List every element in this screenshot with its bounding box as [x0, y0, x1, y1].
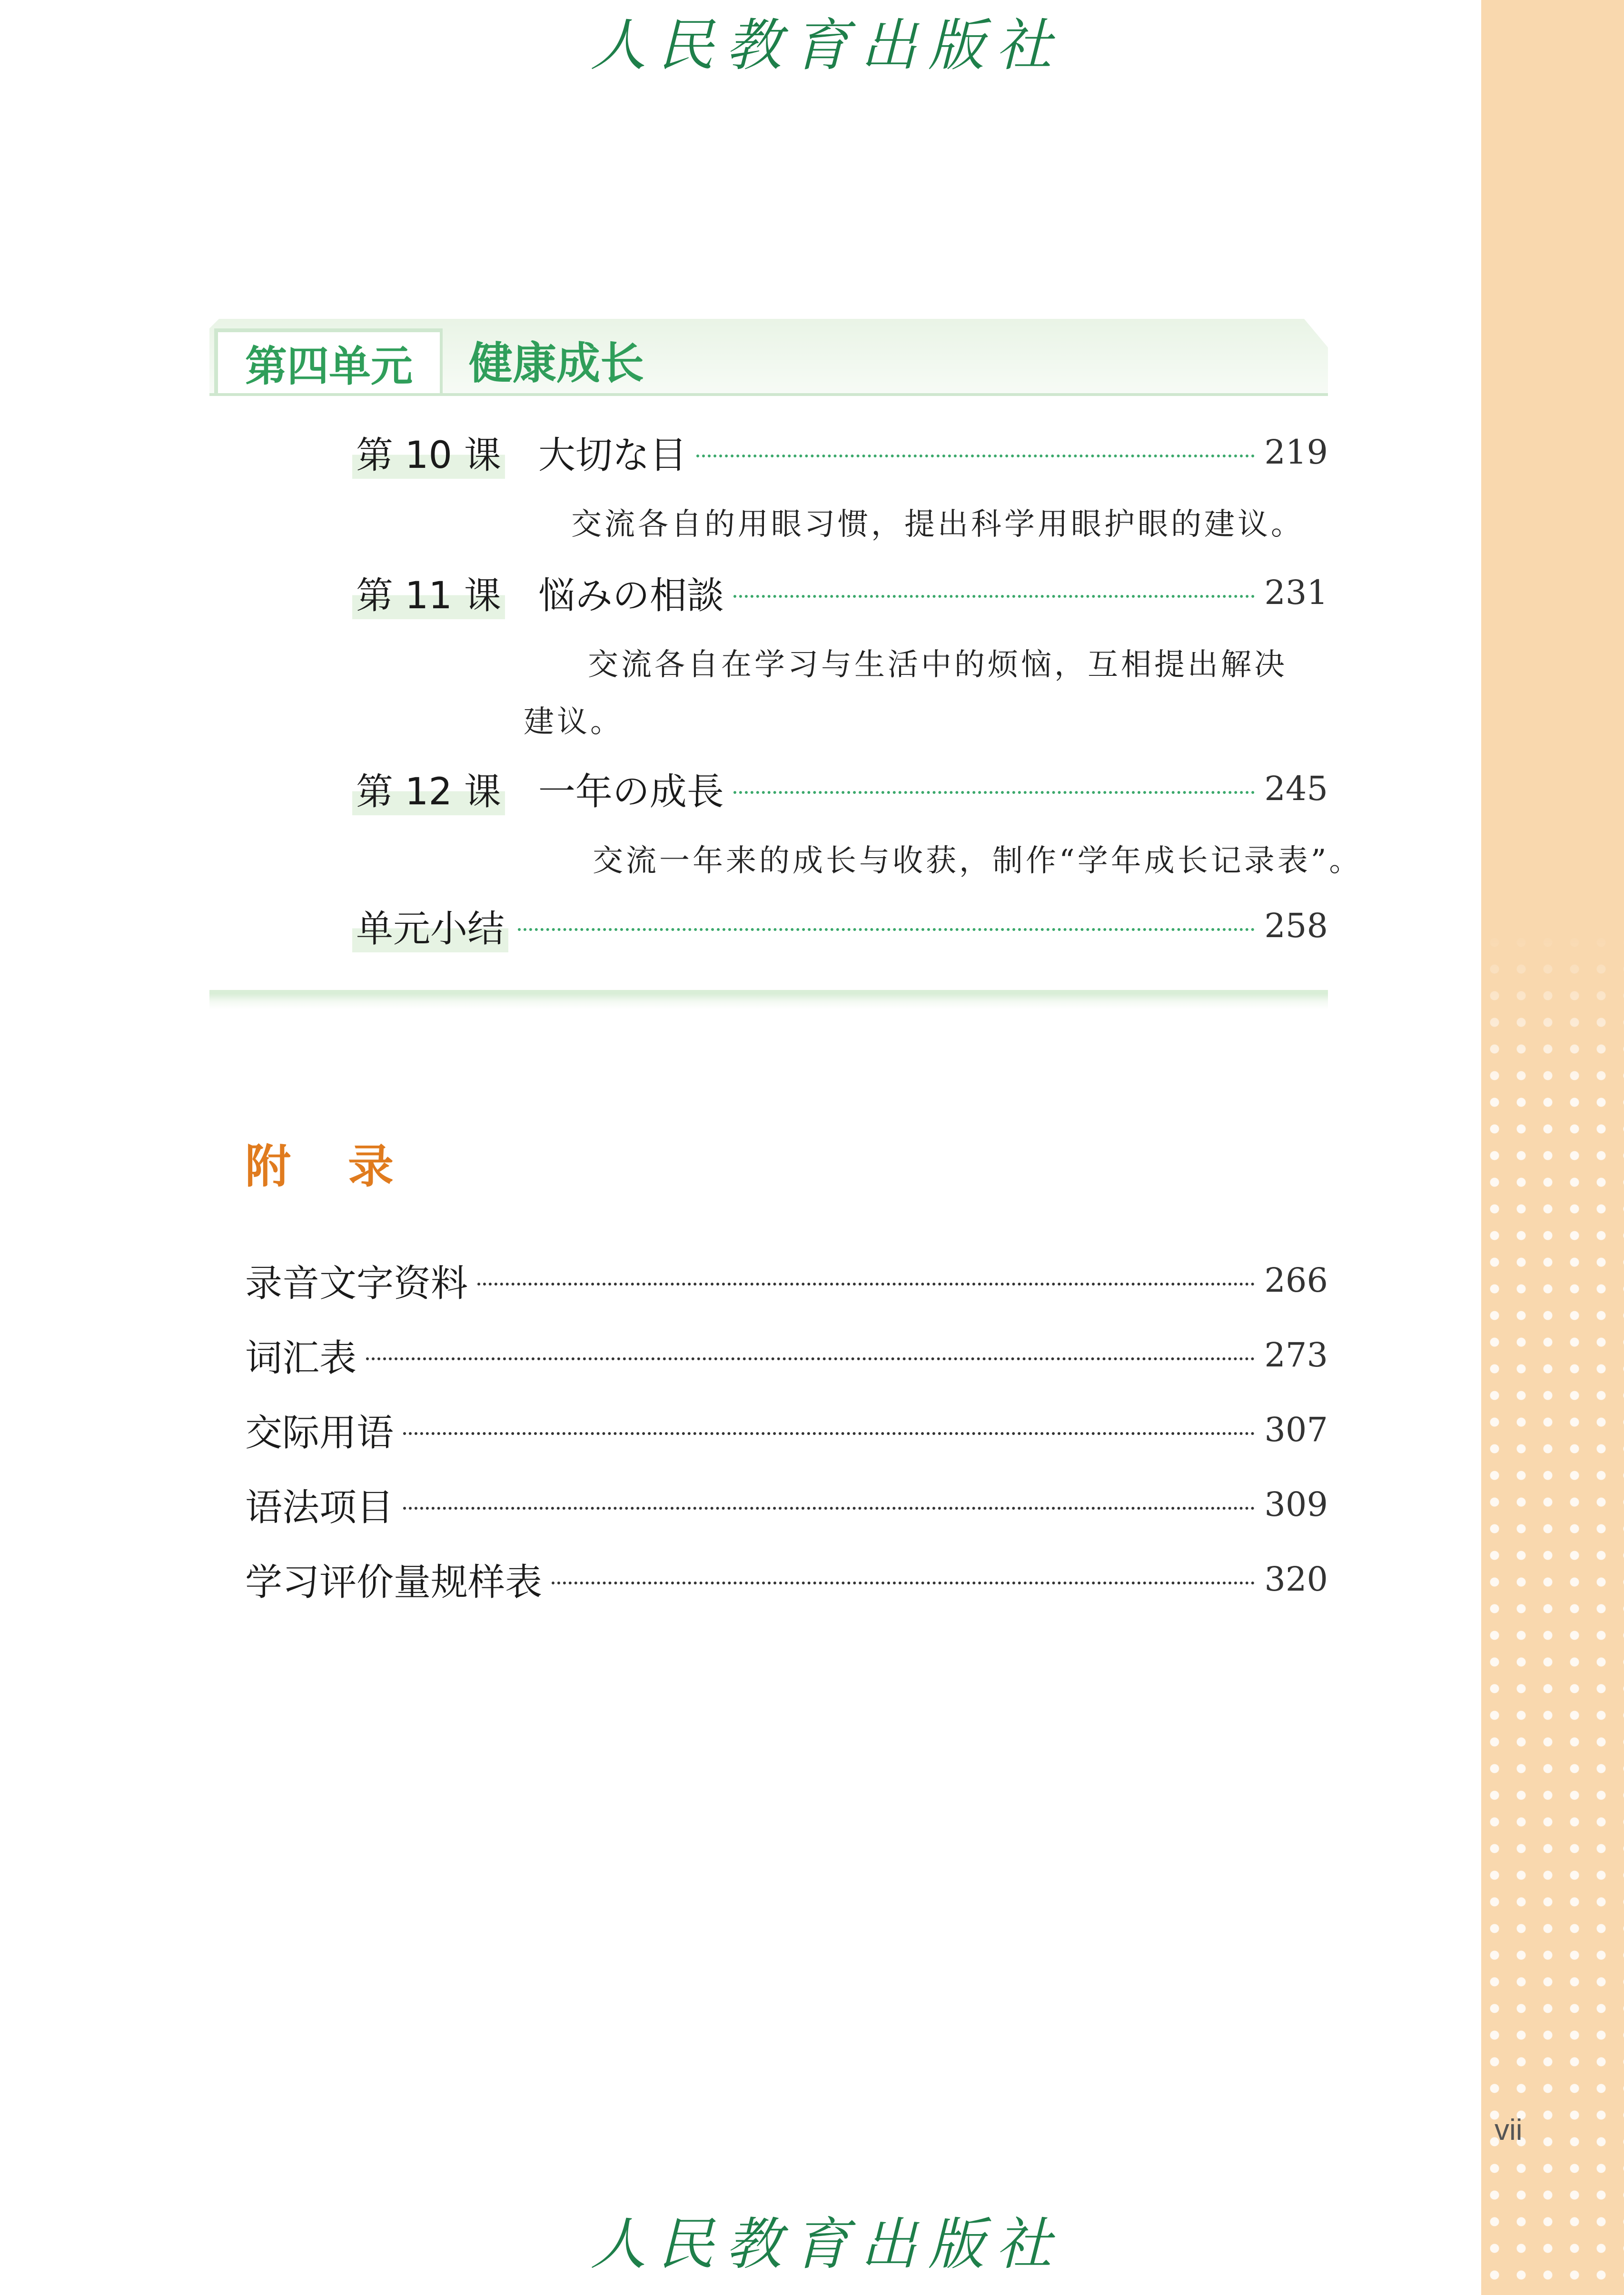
dot-leader [552, 1582, 1255, 1584]
page-number: vii [1495, 2114, 1523, 2147]
lesson-title: 一年の成長 [538, 771, 724, 813]
summary-title: 单元小结 [352, 899, 508, 952]
lesson-description: 交流各自在学习与生活中的烦恼，互相提出解决 [588, 647, 1287, 683]
lesson-number: 第 12 课 [352, 762, 505, 815]
side-strip-fade [1481, 0, 1624, 1095]
dot-leader [403, 1432, 1255, 1435]
lesson-number: 第 10 课 [352, 425, 505, 479]
unit-header-underline [209, 393, 1328, 396]
decorative-side-strip [1481, 0, 1624, 2295]
dot-leader [366, 1357, 1255, 1360]
page-ref: 219 [1264, 433, 1328, 472]
lesson-description: 交流各自的用眼习惯，提出科学用眼护眼的建议。 [571, 507, 1304, 542]
toc-lesson-10[interactable] [352, 428, 1328, 476]
unit-header [209, 319, 1328, 395]
page-ref: 258 [1264, 906, 1328, 945]
dot-leader [733, 595, 1255, 598]
dot-leader [477, 1283, 1255, 1286]
lesson-title: 大切な目 [538, 434, 687, 477]
page-ref: 245 [1264, 769, 1328, 808]
lesson-number: 第 11 课 [352, 566, 505, 619]
page-ref: 266 [1264, 1261, 1328, 1300]
appendix-item-title: 词汇表 [245, 1337, 357, 1380]
appendix-item-title: 录音文字资料 [245, 1262, 468, 1305]
publisher-logo-bottom: 人民教育出版社 [590, 2211, 1064, 2277]
toc-appendix-item[interactable] [245, 1256, 1328, 1304]
unit-title: 健康成长 [469, 337, 644, 389]
appendix-item-title: 交际用语 [245, 1412, 394, 1454]
publisher-logo-top: 人民教育出版社 [590, 12, 1064, 78]
dot-leader [696, 455, 1255, 457]
toc-appendix-item[interactable] [245, 1555, 1328, 1603]
appendix-item-title: 语法项目 [245, 1486, 394, 1529]
toc-appendix-item[interactable] [245, 1481, 1328, 1528]
toc-unit-summary[interactable] [352, 902, 1328, 950]
lesson-description: 交流一年来的成长与收获，制作“学年成长记录表”。 [593, 843, 1363, 879]
page-ref: 231 [1264, 573, 1328, 612]
page-ref: 273 [1264, 1335, 1328, 1375]
page-ref: 307 [1264, 1410, 1328, 1449]
appendix-item-title: 学习评价量规样表 [245, 1561, 543, 1604]
dot-leader [518, 928, 1255, 931]
lesson-description-continued: 建议。 [524, 704, 624, 740]
lesson-title: 悩みの相談 [538, 574, 724, 617]
appendix-heading: 附录 [245, 1139, 451, 1193]
toc-appendix-item[interactable] [245, 1406, 1328, 1454]
unit-label: 第四单元 [245, 341, 413, 391]
toc-lesson-11[interactable] [352, 569, 1328, 616]
page-ref: 320 [1264, 1560, 1328, 1599]
unit-bottom-divider [209, 990, 1328, 1009]
dot-leader [733, 791, 1255, 794]
toc-lesson-12[interactable] [352, 765, 1328, 812]
toc-appendix-item[interactable] [245, 1331, 1328, 1379]
page-ref: 309 [1264, 1485, 1328, 1524]
dot-leader [403, 1507, 1255, 1510]
